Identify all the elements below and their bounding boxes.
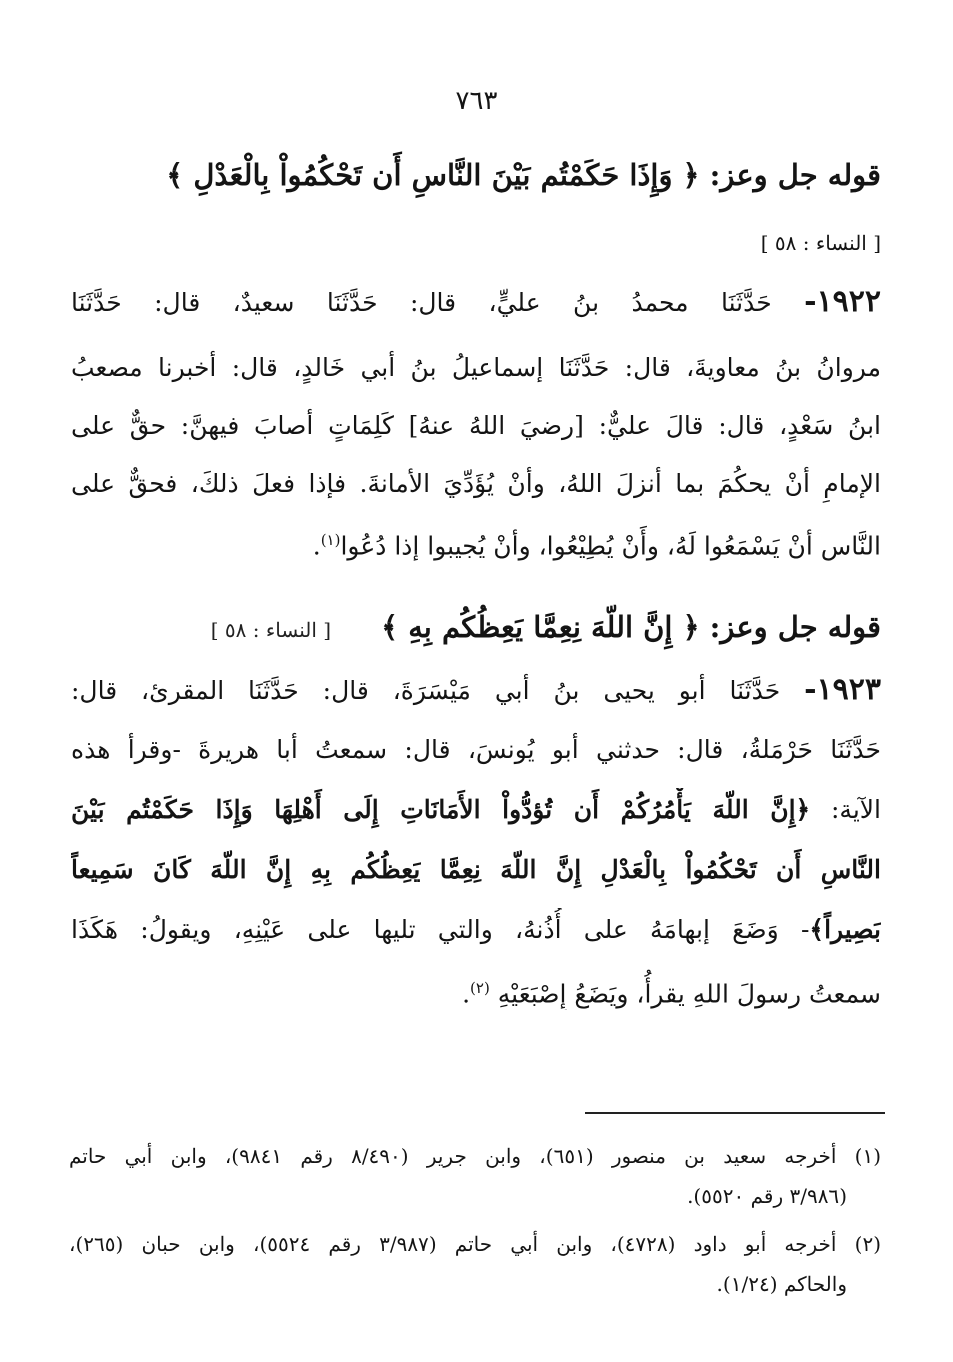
hadith-1923-line-2: حَدَّثَنَا حَرْمَلةُ، قال: حدثني أبو يُونسَ، قال: سمعتُ أبا هريرةَ -وقرأ هذه bbox=[71, 735, 881, 764]
quran-verse: ﴿إِنَّ اللّهَ يَأْمُرُكُمْ أَن تُؤدُّواْ الأَمَانَاتِ إِلَى أَهْلِهَا وَإِذَا حَكَمْتُم بَيْنَ bbox=[71, 795, 811, 824]
heading-prefix: قوله جل وعز: bbox=[709, 158, 881, 192]
hadith-1922-line-1 bbox=[71, 280, 881, 324]
quran-verse: النَّاسِ أَن تَحْكُمُواْ بِالْعَدْلِ إِنَّ اللّهَ نِعِمَّا يَعِظُكُم بِهِ إِنَّ اللّهَ كَانَ سَمِيعاً bbox=[71, 855, 881, 884]
hadith-number: ١٩٢٢- bbox=[804, 284, 881, 319]
hadith-1923-line-4 bbox=[71, 848, 881, 892]
hadith-text: حَدَّثَنَا محمدُ بنُ عليٍّ، قال: حَدَّثَنَا سعيدٌ، قال: حَدَّثَنَا bbox=[71, 288, 772, 317]
page-number: ٧٦٣ bbox=[455, 86, 498, 116]
quran-verse: بَصِيراً﴾ bbox=[809, 915, 881, 944]
footnote-separator bbox=[585, 1112, 885, 1114]
section-heading-1 bbox=[71, 150, 881, 200]
footnote-marker: (١) bbox=[320, 531, 341, 549]
hadith-1922-line-4: الإمامِ أنْ يحكُمَ بما أنزلَ اللهُ، وأنْ يُؤَدِّيَ الأمانةَ. فإذا فعلَ ذلكَ، فحقٌّ على bbox=[71, 469, 881, 498]
hadith-text: حَدَّثَنَا أبو يحيى بنُ أبي مَيْسَرَةَ، قال: حَدَّثَنَا المقرئ، قال: bbox=[71, 676, 781, 705]
hadith-1922-line-2: مروانُ بنُ معاويةَ، قال: حَدَّثَنَا إسماعيلُ بنُ أبي خَالدٍ، قال: أخبرنا مصعبُ bbox=[71, 353, 881, 382]
footnote-1-line-2: (٣/٩٨٦ رقم ٥٥٢٠). bbox=[687, 1184, 847, 1208]
footnote-2-line-2: والحاكم (١/٢٤). bbox=[716, 1272, 847, 1296]
hadith-number: ١٩٢٣- bbox=[804, 672, 881, 707]
heading-prefix: قوله جل وعز: bbox=[709, 610, 881, 644]
surah-reference: [ النساء : ٥٨ ] bbox=[210, 618, 332, 642]
hadith-1923-line-5 bbox=[71, 908, 881, 952]
hadith-1922-line-5: النَّاسِ أنْ يَسْمَعُوا لَهُ، وأَنْ يُطِيْعُوا، وأنْ يُجيبوا إذا دُعُوا$^{(١)}$. bbox=[312, 531, 881, 561]
verse-reference-1 bbox=[71, 228, 881, 258]
hadith-1922-line-3: ابنُ سَعْدٍ، قال: قالَ عليٌّ: [رضيَ اللهُ عنهُ] كَلِمَاتٍ أصابَ فيهنَّ: حقٌّ على bbox=[71, 411, 881, 440]
quran-verse: ﴿ إِنَّ اللّهَ نِعِمَّا يَعِظُكُم بِهِ ﴾ bbox=[381, 610, 700, 644]
hadith-1923-line-6: سمعتُ رسولَ اللهِ يقرأُ، ويَضَعُ إِصْبَعَيْهِ $^{(٢)}$. bbox=[462, 979, 881, 1009]
hadith-text: النَّاسِ أنْ يَسْمَعُوا لَهُ، وأَنْ يُطِيْعُوا، وأنْ يُجيبوا إذا دُعُوا bbox=[340, 531, 881, 561]
hadith-text: سمعتُ رسولَ اللهِ يقرأُ، ويَضَعُ إِصْبَعَيْهِ bbox=[497, 979, 881, 1009]
hadith-1923-line-1 bbox=[71, 668, 881, 712]
footnote-marker: (٢) bbox=[470, 979, 490, 997]
hadith-text: الآية: bbox=[810, 795, 881, 824]
footnote-1-line-1: (١) أخرجه سعيد بن منصور (٦٥١)، وابن جرير (٨/٤٩٠ رقم ٩٨٤١)، وابن أبي حاتم bbox=[69, 1144, 881, 1168]
section-heading-2 bbox=[71, 602, 881, 652]
surah-reference: [ النساء : ٥٨ ] bbox=[760, 231, 881, 255]
quran-verse: ﴿ وَإِذَا حَكَمْتُم بَيْنَ النَّاسِ أَن تَحْكُمُواْ بِالْعَدْلِ ﴾ bbox=[166, 158, 700, 192]
footnote-2-line-1: (٢) أخرجه أبو داود (٤٧٢٨)، وابن أبي حاتم (٣/٩٨٧ رقم ٥٥٢٤)، وابن حبان (٢٦٥)، bbox=[69, 1232, 881, 1256]
hadith-1923-line-3 bbox=[71, 788, 881, 832]
hadith-text: - وَضَعَ إبهامَهُ على أُذُنهُ، والتي تليها على عَيْنِهِ، ويقولُ: هَكَذَا bbox=[71, 915, 810, 944]
